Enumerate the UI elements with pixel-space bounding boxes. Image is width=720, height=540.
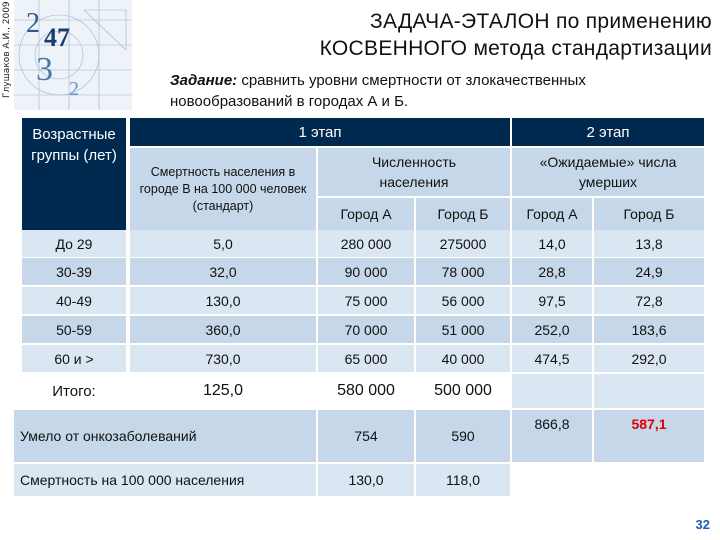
died-label: Умело от онкозаболеваний	[14, 410, 316, 462]
exp-city-b-header: Город Б	[594, 198, 704, 230]
population-header: Численность населения	[318, 148, 510, 196]
age-group-header: Возрастные группы (лет)	[22, 118, 126, 230]
row-1-age: До 29	[22, 230, 126, 257]
row-2-pop-a: 90 000	[318, 258, 414, 285]
pop-city-b-header: Город Б	[416, 198, 510, 230]
rate-city-b: 118,0	[416, 464, 510, 496]
died-city-a: 754	[318, 410, 414, 462]
total-label: Итого:	[22, 374, 126, 408]
row-3-age: 40-49	[22, 287, 126, 314]
row-3-std: 130,0	[130, 287, 316, 314]
stage2-header: 2 этап	[512, 118, 704, 146]
logo-glyph-3: 3	[36, 51, 53, 88]
expected-total-a: 866,8	[512, 410, 592, 462]
row-5-pop-b: 40 000	[416, 345, 510, 372]
stage1-header: 1 этап	[130, 118, 510, 146]
row-4-exp-a: 252,0	[512, 316, 592, 343]
died-city-b: 590	[416, 410, 510, 462]
row-5-exp-a: 474,5	[512, 345, 592, 372]
row-1-pop-b: 275000	[416, 230, 510, 257]
row-1-exp-a: 14,0	[512, 230, 592, 257]
task-statement	[170, 70, 710, 112]
row-4-std: 360,0	[130, 316, 316, 343]
math-logo-image	[14, 0, 132, 110]
total-pop-b: 500 000	[416, 374, 510, 408]
row-1-std: 5,0	[130, 230, 316, 257]
rate-label: Смертность на 100 000 населения	[14, 464, 316, 496]
expected-total-b: 587,1	[594, 410, 704, 462]
expected-deaths-header: «Ожидаемые» числа умерших	[512, 148, 704, 196]
row-1-exp-b: 13,8	[594, 230, 704, 257]
row-2-std: 32,0	[130, 258, 316, 285]
row-1-pop-a: 280 000	[318, 230, 414, 257]
row-2-age: 30-39	[22, 258, 126, 285]
total-std: 125,0	[130, 374, 316, 408]
rate-city-a: 130,0	[318, 464, 414, 496]
title-line-1: ЗАДАЧА-ЭТАЛОН по применению	[369, 10, 712, 33]
row-3-pop-b: 56 000	[416, 287, 510, 314]
row-4-exp-b: 183,6	[594, 316, 704, 343]
page-number: 32	[695, 517, 710, 532]
total-spacer-b	[594, 374, 704, 408]
row-3-exp-b: 72,8	[594, 287, 704, 314]
logo-glyph-2: 47	[44, 23, 70, 52]
logo-glyph-1: 2	[26, 8, 40, 39]
pop-city-a-header: Город А	[318, 198, 414, 230]
row-5-exp-b: 292,0	[594, 345, 704, 372]
row-2-pop-b: 78 000	[416, 258, 510, 285]
logo-glyph-4: 2	[69, 78, 79, 100]
row-4-pop-b: 51 000	[416, 316, 510, 343]
row-2-exp-a: 28,8	[512, 258, 592, 285]
row-5-pop-a: 65 000	[318, 345, 414, 372]
row-2-exp-b: 24,9	[594, 258, 704, 285]
row-4-age: 50-59	[22, 316, 126, 343]
title-line-2: КОСВЕННОГО метода стандартизации	[319, 37, 712, 60]
row-3-pop-a: 75 000	[318, 287, 414, 314]
page-title	[242, 8, 712, 62]
exp-city-a-header: Город А	[512, 198, 592, 230]
author-credit: Глушаков А.И., 2009	[2, 1, 12, 98]
row-5-age: 60 и >	[22, 345, 126, 372]
std-mortality-header: Смертность населения в городе В на 100 000 человек (стандарт)	[130, 148, 316, 230]
task-text: сравнить уровни смертности от злокачественных новообразований в городах А и Б.	[170, 72, 586, 110]
total-pop-a: 580 000	[318, 374, 414, 408]
row-5-std: 730,0	[130, 345, 316, 372]
row-4-pop-a: 70 000	[318, 316, 414, 343]
total-spacer-a	[512, 374, 592, 408]
row-3-exp-a: 97,5	[512, 287, 592, 314]
task-label: Задание:	[170, 72, 238, 89]
